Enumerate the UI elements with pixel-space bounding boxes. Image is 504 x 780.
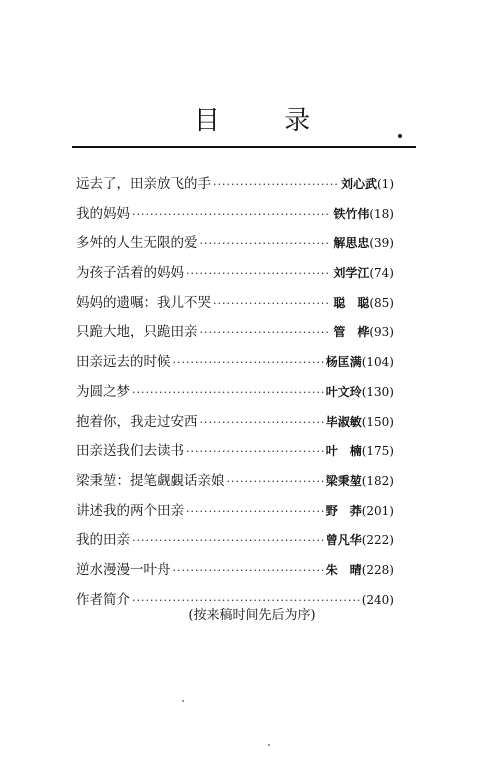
entry-author: 解思忠	[333, 236, 370, 251]
entry-author: 聪 聪	[333, 295, 370, 310]
entry-author: 野 莽	[325, 503, 362, 518]
entry-page-number: (182)	[361, 473, 394, 488]
toc-entry[interactable]	[76, 231, 394, 261]
toc-entry[interactable]	[76, 202, 394, 232]
entry-page-number: (104)	[361, 355, 394, 370]
entry-title: 远去了，田亲放飞的手	[76, 176, 211, 192]
dot-leader	[227, 475, 324, 488]
entry-title: 田亲远去的时候	[76, 354, 171, 371]
ordering-note: (按来稿时间先后为序)	[188, 608, 316, 623]
dot-leader	[213, 178, 339, 191]
dot-leader	[186, 267, 331, 280]
entry-title: 梁秉堃：提笔觑覷话亲娘	[76, 472, 225, 489]
entry-author: 梁秉堃	[325, 473, 362, 488]
entry-title: 为圆之梦	[76, 383, 130, 400]
entry-title: 我的田亲	[76, 532, 130, 549]
entry-author: 刘学江	[333, 266, 370, 281]
dot-leader	[173, 356, 324, 369]
dot-leader	[200, 326, 332, 339]
toc-entry[interactable]	[76, 350, 394, 380]
entry-title: 逆水漫漫一叶舟	[76, 561, 171, 578]
toc-entry[interactable]	[76, 320, 394, 350]
toc-entry[interactable]	[76, 172, 394, 202]
entry-author: 刘心武	[340, 177, 377, 191]
entry-title: 多舛的人生无限的爱	[76, 235, 198, 252]
page-title: 目 录	[193, 106, 339, 136]
toc-entry[interactable]	[76, 439, 394, 469]
dot-leader	[200, 416, 324, 429]
toc-entry[interactable]	[76, 499, 394, 529]
entry-author: 铁竹伟	[333, 206, 370, 221]
entry-author: 杨匡满	[325, 355, 362, 370]
dot-leader	[186, 445, 324, 458]
toc-entry[interactable]	[76, 380, 394, 410]
entry-author: 叶 楠	[325, 444, 362, 459]
entry-page-number: (39)	[369, 236, 394, 251]
dot-leader	[132, 534, 324, 547]
entry-page-number: (130)	[361, 384, 394, 399]
toc-entry[interactable]	[76, 469, 394, 499]
entry-author: 叶文玲	[325, 384, 362, 399]
speck	[268, 744, 270, 746]
entry-author: 朱 晴	[325, 562, 362, 577]
table-of-contents	[76, 172, 394, 617]
dot-leader	[213, 297, 331, 310]
entry-page-number: (228)	[361, 562, 394, 577]
toc-entry[interactable]	[76, 410, 394, 440]
entry-page-number: (222)	[361, 533, 394, 548]
entry-title: 作者简介	[76, 591, 130, 608]
entry-title: 抱着你，我走过安西	[76, 413, 198, 430]
dot-leader	[173, 564, 324, 577]
entry-title: 田亲送我们去读书	[76, 443, 184, 460]
dot-leader	[132, 208, 331, 221]
ink-dot	[398, 134, 402, 138]
dot-leader	[186, 505, 324, 518]
entry-page-number: (18)	[369, 206, 394, 221]
entry-author: 毕淑敏	[325, 414, 362, 429]
speck	[182, 700, 184, 702]
entry-title: 妈妈的遗嘱：我儿不哭	[76, 294, 211, 311]
toc-entry[interactable]	[76, 528, 394, 558]
entry-page-number: (93)	[369, 325, 394, 340]
entry-page-number: (85)	[369, 295, 394, 310]
dot-leader	[200, 237, 332, 250]
entry-page-number: (240)	[361, 592, 394, 607]
entry-author: 管 桦	[333, 325, 370, 340]
entry-page-number: (1)	[377, 177, 394, 191]
entry-page-number: (175)	[361, 444, 394, 459]
entry-page-number: (201)	[361, 503, 394, 518]
dot-leader	[132, 386, 324, 399]
entry-page-number: (150)	[361, 414, 394, 429]
toc-entry[interactable]	[76, 558, 394, 588]
entry-page-number: (74)	[369, 266, 394, 281]
title-rule	[72, 146, 416, 148]
toc-entry[interactable]	[76, 261, 394, 291]
toc-entry[interactable]	[76, 291, 394, 321]
entry-author: 曾凡华	[325, 533, 362, 548]
entry-title: 讲述我的两个田亲	[76, 502, 184, 519]
entry-title: 为孩子活着的妈妈	[76, 265, 184, 282]
entry-title: 只跪大地，只跪田亲	[76, 324, 198, 341]
entry-title: 我的妈妈	[76, 205, 130, 222]
